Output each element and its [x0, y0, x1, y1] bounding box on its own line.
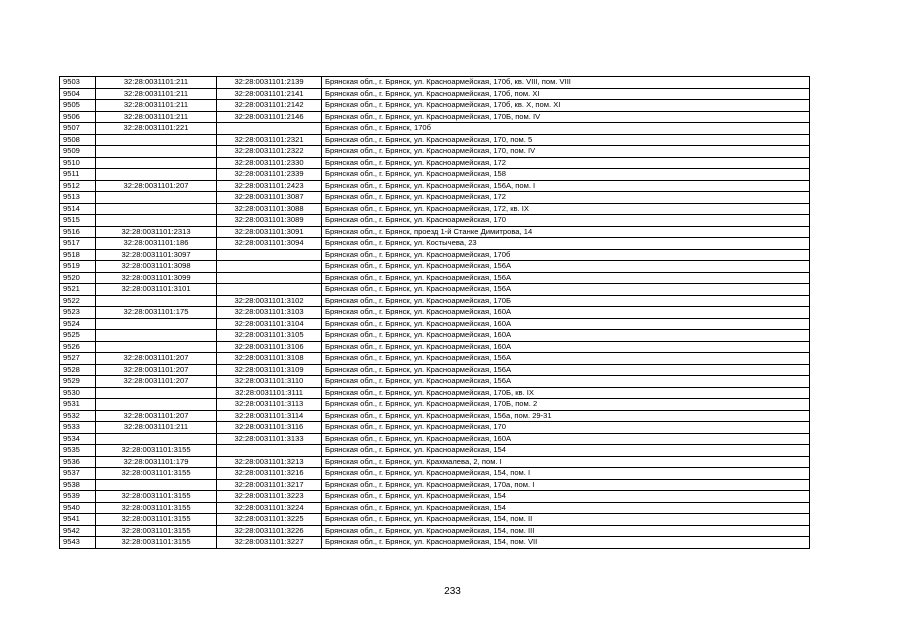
object-number-cell: 32:28:0031101:3133: [217, 433, 322, 445]
land-plot-number-cell: 32:28:0031101:207: [96, 376, 217, 388]
object-number-cell: 32:28:0031101:3116: [217, 422, 322, 434]
land-plot-number-cell: 32:28:0031101:211: [96, 77, 217, 89]
table-row: [60, 399, 810, 411]
object-number-cell: 32:28:0031101:3089: [217, 215, 322, 227]
row-number-cell: 9533: [60, 422, 96, 434]
land-plot-number-cell: 32:28:0031101:3097: [96, 249, 217, 261]
row-number-cell: 9514: [60, 203, 96, 215]
object-number-cell: 32:28:0031101:3094: [217, 238, 322, 250]
object-number-cell: 32:28:0031101:3091: [217, 226, 322, 238]
table-row: [60, 307, 810, 319]
table-row: [60, 376, 810, 388]
address-cell: Брянская обл., г. Брянск, ул. Красноармейская, 170а, пом. I: [322, 479, 810, 491]
object-number-cell: 32:28:0031101:3217: [217, 479, 322, 491]
address-cell: Брянская обл., г. Брянск, ул. Красноармейская, 156А: [322, 376, 810, 388]
row-number-cell: 9543: [60, 537, 96, 549]
address-cell: Брянская обл., г. Брянск, ул. Красноармейская, 170, пом. 5: [322, 134, 810, 146]
cadastral-table: [59, 76, 810, 549]
address-cell: Брянская обл., г. Брянск, проезд 1-й Станке Димитрова, 14: [322, 226, 810, 238]
address-cell: Брянская обл., г. Брянск, ул. Красноармейская, 156А: [322, 261, 810, 273]
land-plot-number-cell: 32:28:0031101:211: [96, 100, 217, 112]
object-number-cell: 32:28:0031101:3226: [217, 525, 322, 537]
row-number-cell: 9509: [60, 146, 96, 158]
land-plot-number-cell: [96, 479, 217, 491]
address-cell: Брянская обл., г. Брянск, ул. Красноармейская, 154, пом. III: [322, 525, 810, 537]
land-plot-number-cell: 32:28:0031101:3155: [96, 468, 217, 480]
table-row: [60, 353, 810, 365]
object-number-cell: 32:28:0031101:3216: [217, 468, 322, 480]
row-number-cell: 9508: [60, 134, 96, 146]
land-plot-number-cell: [96, 203, 217, 215]
land-plot-number-cell: 32:28:0031101:3101: [96, 284, 217, 296]
row-number-cell: 9513: [60, 192, 96, 204]
table-row: [60, 445, 810, 457]
row-number-cell: 9519: [60, 261, 96, 273]
table-row: [60, 261, 810, 273]
row-number-cell: 9525: [60, 330, 96, 342]
land-plot-number-cell: 32:28:0031101:3155: [96, 502, 217, 514]
object-number-cell: [217, 284, 322, 296]
address-cell: Брянская обл., г. Брянск, ул. Красноармейская, 172, кв. IX: [322, 203, 810, 215]
address-cell: Брянская обл., г. Брянск, ул. Красноармейская, 154: [322, 502, 810, 514]
land-plot-number-cell: 32:28:0031101:207: [96, 353, 217, 365]
table-row: [60, 491, 810, 503]
table-row: [60, 157, 810, 169]
table-row: [60, 284, 810, 296]
row-number-cell: 9511: [60, 169, 96, 181]
row-number-cell: 9531: [60, 399, 96, 411]
table-row: [60, 387, 810, 399]
table-row: [60, 422, 810, 434]
object-number-cell: 32:28:0031101:3088: [217, 203, 322, 215]
object-number-cell: 32:28:0031101:3223: [217, 491, 322, 503]
object-number-cell: 32:28:0031101:3105: [217, 330, 322, 342]
object-number-cell: 32:28:0031101:2423: [217, 180, 322, 192]
row-number-cell: 9512: [60, 180, 96, 192]
object-number-cell: 32:28:0031101:3110: [217, 376, 322, 388]
row-number-cell: 9542: [60, 525, 96, 537]
land-plot-number-cell: 32:28:0031101:211: [96, 88, 217, 100]
table-row: [60, 502, 810, 514]
address-cell: Брянская обл., г. Брянск, ул. Костычева, 23: [322, 238, 810, 250]
land-plot-number-cell: [96, 295, 217, 307]
table-row: [60, 364, 810, 376]
object-number-cell: 32:28:0031101:3109: [217, 364, 322, 376]
table-row: [60, 318, 810, 330]
address-cell: Брянская обл., г. Брянск, ул. Красноармейская, 154, пом. I: [322, 468, 810, 480]
address-cell: Брянская обл., г. Брянск, ул. Красноармейская, 170б, кв. VIII, пом. VIII: [322, 77, 810, 89]
land-plot-number-cell: 32:28:0031101:207: [96, 180, 217, 192]
address-cell: Брянская обл., г. Брянск, ул. Красноармейская, 160А: [322, 318, 810, 330]
address-cell: Брянская обл., г. Брянск, ул. Красноармейская, 160А: [322, 433, 810, 445]
land-plot-number-cell: 32:28:0031101:221: [96, 123, 217, 135]
object-number-cell: 32:28:0031101:2339: [217, 169, 322, 181]
object-number-cell: 32:28:0031101:3213: [217, 456, 322, 468]
object-number-cell: 32:28:0031101:3224: [217, 502, 322, 514]
table-row: [60, 514, 810, 526]
table-row: [60, 479, 810, 491]
table-row: [60, 192, 810, 204]
address-cell: Брянская обл., г. Брянск, ул. Красноармейская, 170б: [322, 249, 810, 261]
table-row: [60, 410, 810, 422]
object-number-cell: 32:28:0031101:3087: [217, 192, 322, 204]
address-cell: Брянская обл., г. Брянск, ул. Красноармейская, 154, пом. II: [322, 514, 810, 526]
address-cell: Брянская обл., г. Брянск, ул. Красноармейская, 170б, кв. X, пом. XI: [322, 100, 810, 112]
row-number-cell: 9504: [60, 88, 96, 100]
row-number-cell: 9534: [60, 433, 96, 445]
land-plot-number-cell: 32:28:0031101:175: [96, 307, 217, 319]
table-row: [60, 134, 810, 146]
row-number-cell: 9537: [60, 468, 96, 480]
object-number-cell: 32:28:0031101:3113: [217, 399, 322, 411]
land-plot-number-cell: 32:28:0031101:3155: [96, 445, 217, 457]
address-cell: Брянская обл., г. Брянск, ул. Красноармейская, 170Б, пом. IV: [322, 111, 810, 123]
row-number-cell: 9530: [60, 387, 96, 399]
row-number-cell: 9524: [60, 318, 96, 330]
address-cell: Брянская обл., г. Брянск, ул. Красноармейская, 154: [322, 491, 810, 503]
table-row: [60, 272, 810, 284]
object-number-cell: 32:28:0031101:2141: [217, 88, 322, 100]
table-row: [60, 537, 810, 549]
table-row: [60, 77, 810, 89]
object-number-cell: [217, 445, 322, 457]
table-row: [60, 100, 810, 112]
page-number: 233: [444, 586, 461, 597]
land-plot-number-cell: 32:28:0031101:186: [96, 238, 217, 250]
object-number-cell: 32:28:0031101:3227: [217, 537, 322, 549]
row-number-cell: 9526: [60, 341, 96, 353]
land-plot-number-cell: [96, 157, 217, 169]
address-cell: Брянская обл., г. Брянск, ул. Крахмалева, 2, пом. I: [322, 456, 810, 468]
object-number-cell: 32:28:0031101:3106: [217, 341, 322, 353]
object-number-cell: 32:28:0031101:3102: [217, 295, 322, 307]
table-row: [60, 456, 810, 468]
land-plot-number-cell: 32:28:0031101:3155: [96, 537, 217, 549]
land-plot-number-cell: 32:28:0031101:211: [96, 422, 217, 434]
cadastral-table-body: [60, 77, 810, 549]
address-cell: Брянская обл., г. Брянск, ул. Красноармейская, 160А: [322, 330, 810, 342]
land-plot-number-cell: 32:28:0031101:3099: [96, 272, 217, 284]
address-cell: Брянская обл., г. Брянск, ул. Красноармейская, 172: [322, 157, 810, 169]
row-number-cell: 9539: [60, 491, 96, 503]
object-number-cell: 32:28:0031101:3103: [217, 307, 322, 319]
row-number-cell: 9505: [60, 100, 96, 112]
address-cell: Брянская обл., г. Брянск, ул. Красноармейская, 156А: [322, 364, 810, 376]
table-row: [60, 88, 810, 100]
object-number-cell: 32:28:0031101:3111: [217, 387, 322, 399]
land-plot-number-cell: [96, 169, 217, 181]
land-plot-number-cell: 32:28:0031101:3155: [96, 514, 217, 526]
land-plot-number-cell: 32:28:0031101:207: [96, 410, 217, 422]
object-number-cell: 32:28:0031101:3104: [217, 318, 322, 330]
table-row: [60, 169, 810, 181]
object-number-cell: 32:28:0031101:3108: [217, 353, 322, 365]
object-number-cell: 32:28:0031101:3114: [217, 410, 322, 422]
land-plot-number-cell: [96, 387, 217, 399]
object-number-cell: [217, 272, 322, 284]
table-row: [60, 123, 810, 135]
table-row: [60, 468, 810, 480]
address-cell: Брянская обл., г. Брянск, ул. Красноармейская, 154: [322, 445, 810, 457]
address-cell: Брянская обл., г. Брянск, ул. Красноармейская, 160А: [322, 341, 810, 353]
address-cell: Брянская обл., г. Брянск, ул. Красноармейская, 170Б, пом. 2: [322, 399, 810, 411]
row-number-cell: 9538: [60, 479, 96, 491]
row-number-cell: 9522: [60, 295, 96, 307]
table-row: [60, 226, 810, 238]
table-row: [60, 525, 810, 537]
address-cell: Брянская обл., г. Брянск, ул. Красноармейская, 156А: [322, 272, 810, 284]
land-plot-number-cell: 32:28:0031101:2313: [96, 226, 217, 238]
address-cell: Брянская обл., г. Брянск, ул. Красноармейская, 154, пом. VII: [322, 537, 810, 549]
object-number-cell: 32:28:0031101:2146: [217, 111, 322, 123]
object-number-cell: 32:28:0031101:2321: [217, 134, 322, 146]
row-number-cell: 9503: [60, 77, 96, 89]
table-row: [60, 330, 810, 342]
row-number-cell: 9520: [60, 272, 96, 284]
row-number-cell: 9528: [60, 364, 96, 376]
land-plot-number-cell: [96, 330, 217, 342]
row-number-cell: 9535: [60, 445, 96, 457]
row-number-cell: 9510: [60, 157, 96, 169]
land-plot-number-cell: 32:28:0031101:211: [96, 111, 217, 123]
address-cell: Брянская обл., г. Брянск, 170б: [322, 123, 810, 135]
land-plot-number-cell: [96, 318, 217, 330]
object-number-cell: 32:28:0031101:2322: [217, 146, 322, 158]
row-number-cell: 9527: [60, 353, 96, 365]
object-number-cell: 32:28:0031101:3225: [217, 514, 322, 526]
address-cell: Брянская обл., г. Брянск, ул. Красноармейская, 172: [322, 192, 810, 204]
address-cell: Брянская обл., г. Брянск, ул. Красноармейская, 158: [322, 169, 810, 181]
table-row: [60, 238, 810, 250]
address-cell: Брянская обл., г. Брянск, ул. Красноармейская, 170Б: [322, 295, 810, 307]
object-number-cell: 32:28:0031101:2139: [217, 77, 322, 89]
object-number-cell: [217, 249, 322, 261]
object-number-cell: 32:28:0031101:2330: [217, 157, 322, 169]
land-plot-number-cell: 32:28:0031101:3155: [96, 525, 217, 537]
address-cell: Брянская обл., г. Брянск, ул. Красноармейская, 156А: [322, 353, 810, 365]
land-plot-number-cell: [96, 215, 217, 227]
row-number-cell: 9507: [60, 123, 96, 135]
object-number-cell: [217, 123, 322, 135]
land-plot-number-cell: [96, 134, 217, 146]
land-plot-number-cell: 32:28:0031101:3098: [96, 261, 217, 273]
table-row: [60, 146, 810, 158]
address-cell: Брянская обл., г. Брянск, ул. Красноармейская, 170: [322, 215, 810, 227]
land-plot-number-cell: [96, 146, 217, 158]
row-number-cell: 9506: [60, 111, 96, 123]
row-number-cell: 9529: [60, 376, 96, 388]
row-number-cell: 9532: [60, 410, 96, 422]
address-cell: Брянская обл., г. Брянск, ул. Красноармейская, 170: [322, 422, 810, 434]
address-cell: Брянская обл., г. Брянск, ул. Красноармейская, 156а, пом. 29-31: [322, 410, 810, 422]
table-row: [60, 433, 810, 445]
table-row: [60, 249, 810, 261]
row-number-cell: 9523: [60, 307, 96, 319]
row-number-cell: 9521: [60, 284, 96, 296]
address-cell: Брянская обл., г. Брянск, ул. Красноармейская, 156А: [322, 284, 810, 296]
table-row: [60, 215, 810, 227]
table-row: [60, 180, 810, 192]
table-row: [60, 111, 810, 123]
row-number-cell: 9518: [60, 249, 96, 261]
land-plot-number-cell: [96, 399, 217, 411]
address-cell: Брянская обл., г. Брянск, ул. Красноармейская, 170Б, кв. IX: [322, 387, 810, 399]
row-number-cell: 9536: [60, 456, 96, 468]
land-plot-number-cell: 32:28:0031101:3155: [96, 491, 217, 503]
address-cell: Брянская обл., г. Брянск, ул. Красноармейская, 170б, пом. XI: [322, 88, 810, 100]
table-row: [60, 295, 810, 307]
row-number-cell: 9516: [60, 226, 96, 238]
row-number-cell: 9517: [60, 238, 96, 250]
land-plot-number-cell: 32:28:0031101:207: [96, 364, 217, 376]
land-plot-number-cell: [96, 433, 217, 445]
object-number-cell: [217, 261, 322, 273]
table-row: [60, 203, 810, 215]
row-number-cell: 9540: [60, 502, 96, 514]
land-plot-number-cell: [96, 192, 217, 204]
address-cell: Брянская обл., г. Брянск, ул. Красноармейская, 160А: [322, 307, 810, 319]
row-number-cell: 9515: [60, 215, 96, 227]
row-number-cell: 9541: [60, 514, 96, 526]
land-plot-number-cell: [96, 341, 217, 353]
object-number-cell: 32:28:0031101:2142: [217, 100, 322, 112]
land-plot-number-cell: 32:28:0031101:179: [96, 456, 217, 468]
address-cell: Брянская обл., г. Брянск, ул. Красноармейская, 156А, пом. I: [322, 180, 810, 192]
table-row: [60, 341, 810, 353]
address-cell: Брянская обл., г. Брянск, ул. Красноармейская, 170, пом. IV: [322, 146, 810, 158]
